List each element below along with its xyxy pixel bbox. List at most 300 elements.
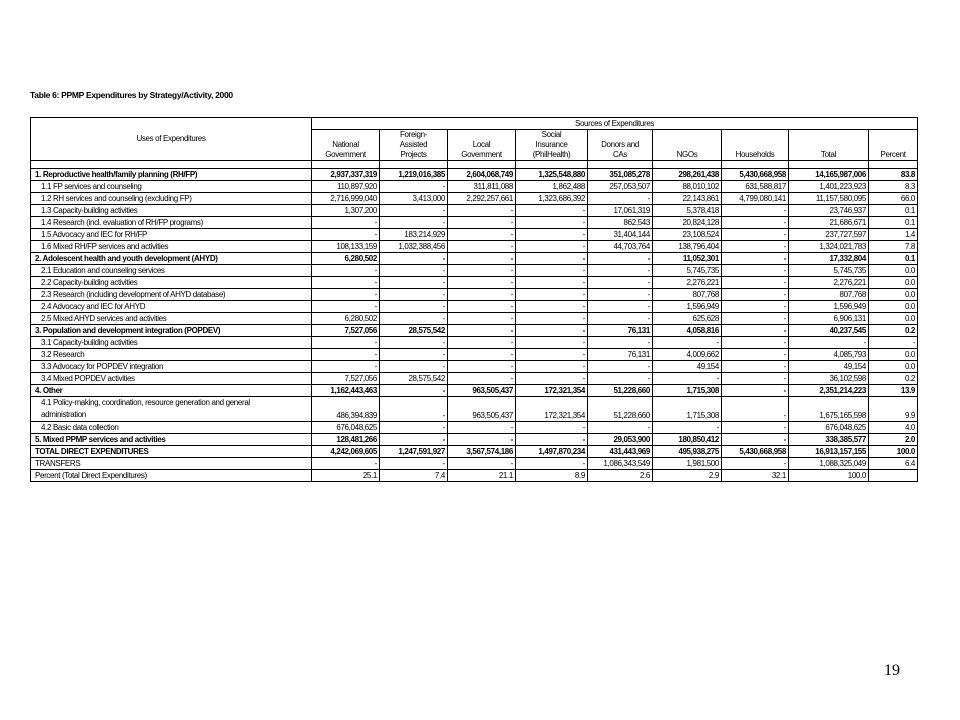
column-header-line: NGOs xyxy=(676,150,698,159)
table-cell: - xyxy=(588,301,653,313)
row-label: 2.5 Mixed AHYD services and activities xyxy=(31,313,312,325)
table-row xyxy=(31,265,918,277)
table-cell: - xyxy=(722,434,789,446)
table-cell: - xyxy=(312,229,380,241)
table-cell: - xyxy=(516,325,588,337)
table-cell: 4,058,816 xyxy=(653,325,722,337)
table-cell: 138,796,404 xyxy=(653,241,722,253)
row-label: 4. Other xyxy=(31,385,312,397)
table-row xyxy=(31,301,918,313)
table-cell: - xyxy=(722,422,789,434)
table-cell: - xyxy=(380,349,448,361)
table-cell: - xyxy=(516,241,588,253)
table-cell: 0.1 xyxy=(869,205,918,217)
table-cell: 76,131 xyxy=(588,325,653,337)
row-label: 2.4 Advocacy and IEC for AHYD xyxy=(31,301,312,313)
table-cell: - xyxy=(448,349,516,361)
table-row xyxy=(31,241,918,253)
table-cell: 1,401,223,923 xyxy=(789,181,869,193)
table-cell: - xyxy=(789,337,869,349)
column-header-line: Percent xyxy=(880,150,906,159)
table-cell: - xyxy=(448,422,516,434)
table-cell: 298,261,438 xyxy=(653,169,722,181)
table-cell: 2,276,221 xyxy=(789,277,869,289)
column-header xyxy=(448,130,516,161)
table-cell: - xyxy=(722,313,789,325)
table-row xyxy=(31,253,918,265)
table-cell: - xyxy=(380,337,448,349)
table-cell: 100.0 xyxy=(789,470,869,482)
table-cell: - xyxy=(380,205,448,217)
table-cell: 0.0 xyxy=(869,277,918,289)
table-cell: 1,862,488 xyxy=(516,181,588,193)
column-header-line: Total xyxy=(820,150,837,159)
column-header-line: Projects xyxy=(400,150,427,159)
table-cell: 631,588,817 xyxy=(722,181,789,193)
table-row xyxy=(31,229,918,241)
table-cell: - xyxy=(448,373,516,385)
table-cell: - xyxy=(722,241,789,253)
table-row xyxy=(31,385,918,397)
table-cell: 1,219,016,385 xyxy=(380,169,448,181)
table-cell: 3,567,574,186 xyxy=(448,446,516,458)
table-cell: - xyxy=(380,217,448,229)
table-cell: 4,009,662 xyxy=(653,349,722,361)
table-cell: - xyxy=(448,458,516,470)
table-cell: 76,131 xyxy=(588,349,653,361)
column-header-line: Government xyxy=(325,150,366,159)
table-cell: - xyxy=(312,277,380,289)
table-cell: - xyxy=(722,361,789,373)
row-label: 4.1 Policy-making, coordination, resource generation and general administration xyxy=(31,397,312,422)
table-cell: 6.4 xyxy=(869,458,918,470)
table-cell: 5,745,735 xyxy=(653,265,722,277)
table-cell: - xyxy=(516,277,588,289)
table-cell: - xyxy=(312,337,380,349)
table-cell: 4,799,080,141 xyxy=(722,193,789,205)
row-label: 1.5 Advocacy and IEC for RH/FP xyxy=(31,229,312,241)
table-cell: - xyxy=(380,277,448,289)
page-number: 19 xyxy=(884,662,900,679)
column-header xyxy=(516,130,588,161)
table-cell: - xyxy=(312,289,380,301)
table-cell: 0.0 xyxy=(869,289,918,301)
table-cell: 21,686,671 xyxy=(789,217,869,229)
table-cell: 180,850,412 xyxy=(653,434,722,446)
table-cell: - xyxy=(722,217,789,229)
table-cell: - xyxy=(516,349,588,361)
uses-header: Uses of Expenditures xyxy=(31,118,312,161)
table-cell: 2.9 xyxy=(653,470,722,482)
table-title: Table 6: PPMP Expenditures by Strategy/Activity, 2000 xyxy=(30,90,233,100)
table-cell: 2,937,337,319 xyxy=(312,169,380,181)
table-cell: 338,385,577 xyxy=(789,434,869,446)
row-label: 1.6 Mixed RH/FP services and activities xyxy=(31,241,312,253)
row-label: Percent (Total Direct Expenditures) xyxy=(31,470,312,482)
table-row xyxy=(31,313,918,325)
table-cell: 17,332,804 xyxy=(789,253,869,265)
table-cell: 49,154 xyxy=(789,361,869,373)
table-cell: 963,505,437 xyxy=(448,385,516,397)
table-cell: - xyxy=(516,458,588,470)
column-header-line: Social xyxy=(541,130,562,139)
table-cell: 3,413,000 xyxy=(380,193,448,205)
table-cell xyxy=(869,470,918,482)
column-header xyxy=(869,130,918,161)
table-cell: - xyxy=(722,265,789,277)
table-cell: 1.4 xyxy=(869,229,918,241)
table-cell: - xyxy=(588,277,653,289)
row-label: TOTAL DIRECT EXPENDITURES xyxy=(31,446,312,458)
table-cell: 0.2 xyxy=(869,373,918,385)
table-cell: 1,675,165,598 xyxy=(789,397,869,422)
table-cell: - xyxy=(312,349,380,361)
table-cell: - xyxy=(448,217,516,229)
table-cell: 2,351,214,223 xyxy=(789,385,869,397)
table-row xyxy=(31,289,918,301)
table-cell: - xyxy=(448,289,516,301)
table-cell: 8.9 xyxy=(516,470,588,482)
table-cell: - xyxy=(722,337,789,349)
table-cell: 676,048,625 xyxy=(789,422,869,434)
row-label: 3.2 Research xyxy=(31,349,312,361)
table-cell: - xyxy=(448,229,516,241)
table-cell: - xyxy=(869,337,918,349)
table-row xyxy=(31,373,918,385)
table-row xyxy=(31,205,918,217)
table-cell: 100.0 xyxy=(869,446,918,458)
table-cell: 351,085,278 xyxy=(588,169,653,181)
table-cell: - xyxy=(516,361,588,373)
table-cell: - xyxy=(380,253,448,265)
column-header-line: Donors and xyxy=(601,140,639,149)
table-cell: 0.1 xyxy=(869,253,918,265)
table-cell: 110,897,920 xyxy=(312,181,380,193)
table-cell: - xyxy=(448,241,516,253)
table-cell: 6,906,131 xyxy=(789,313,869,325)
table-cell: - xyxy=(516,289,588,301)
table-cell: - xyxy=(312,361,380,373)
table-cell: - xyxy=(588,373,653,385)
row-label: 2. Adolescent health and youth development (AHYD) xyxy=(31,253,312,265)
column-header-line: Local xyxy=(472,140,491,149)
table-cell: 1,086,343,549 xyxy=(588,458,653,470)
table-cell: - xyxy=(722,385,789,397)
table-cell: 8.3 xyxy=(869,181,918,193)
table-row xyxy=(31,169,918,181)
column-header xyxy=(312,130,380,161)
table-cell: 2,716,999,040 xyxy=(312,193,380,205)
table-cell: - xyxy=(722,253,789,265)
table-cell: - xyxy=(722,458,789,470)
table-cell: 257,053,507 xyxy=(588,181,653,193)
table-cell: - xyxy=(516,205,588,217)
table-cell: 1,596,949 xyxy=(653,301,722,313)
table-cell: 49,154 xyxy=(653,361,722,373)
table-cell: - xyxy=(722,373,789,385)
table-cell: - xyxy=(722,289,789,301)
table-cell: - xyxy=(516,313,588,325)
table-cell: 25.1 xyxy=(312,470,380,482)
table-cell: 40,237,545 xyxy=(789,325,869,337)
table-cell: - xyxy=(516,373,588,385)
table-cell: 23,108,524 xyxy=(653,229,722,241)
table-cell: 5,430,668,958 xyxy=(722,169,789,181)
row-label: 3.3 Advocacy for POPDEV integration xyxy=(31,361,312,373)
table-cell: 172,321,354 xyxy=(516,397,588,422)
column-header xyxy=(588,130,653,161)
row-label: 1. Reproductive health/family planning (RH/FP) xyxy=(31,169,312,181)
table-cell: - xyxy=(588,337,653,349)
table-cell: 4,242,069,605 xyxy=(312,446,380,458)
table-cell: 0.0 xyxy=(869,361,918,373)
table-cell: 172,321,354 xyxy=(516,385,588,397)
row-label: 2.1 Education and counseling services xyxy=(31,265,312,277)
table-cell: - xyxy=(516,337,588,349)
table-row xyxy=(31,361,918,373)
table-cell: - xyxy=(722,205,789,217)
table-cell: 88,010,102 xyxy=(653,181,722,193)
table-row xyxy=(31,277,918,289)
table-cell: 2,604,068,749 xyxy=(448,169,516,181)
row-label: 2.2 Capacity-building activities xyxy=(31,277,312,289)
table-cell: - xyxy=(448,205,516,217)
table-cell: 6,280,502 xyxy=(312,253,380,265)
table-cell: - xyxy=(312,265,380,277)
row-label: 1.4 Research (incl. evaluation of RH/FP programs) xyxy=(31,217,312,229)
table-cell: 1,715,308 xyxy=(653,385,722,397)
table-cell: 17,061,319 xyxy=(588,205,653,217)
table-cell: - xyxy=(588,289,653,301)
table-cell: - xyxy=(380,313,448,325)
table-cell: 23,746,937 xyxy=(789,205,869,217)
table-cell: 2.0 xyxy=(869,434,918,446)
column-header-line: Foreign- xyxy=(400,130,427,139)
table-cell: - xyxy=(588,422,653,434)
table-cell: 28,575,542 xyxy=(380,373,448,385)
table-cell: - xyxy=(448,434,516,446)
table-row xyxy=(31,458,918,470)
table-cell: - xyxy=(448,301,516,313)
table-cell: 29,053,900 xyxy=(588,434,653,446)
table-cell: 16,913,157,155 xyxy=(789,446,869,458)
table-cell: - xyxy=(588,361,653,373)
table-cell: 1,324,021,783 xyxy=(789,241,869,253)
table-row xyxy=(31,470,918,482)
table-cell: 36,102,598 xyxy=(789,373,869,385)
table-cell: - xyxy=(722,349,789,361)
table-cell: 28,575,542 xyxy=(380,325,448,337)
table-cell: 1,715,308 xyxy=(653,397,722,422)
table-cell: 0.0 xyxy=(869,349,918,361)
table-cell: - xyxy=(448,277,516,289)
table-cell: 0.0 xyxy=(869,301,918,313)
table-row xyxy=(31,217,918,229)
row-label: 3. Population and development integration (POPDEV) xyxy=(31,325,312,337)
table-cell: - xyxy=(588,193,653,205)
table-cell: - xyxy=(380,361,448,373)
table-cell: 1,162,443,463 xyxy=(312,385,380,397)
table-cell: - xyxy=(516,265,588,277)
table-row xyxy=(31,349,918,361)
row-label: TRANSFERS xyxy=(31,458,312,470)
column-header xyxy=(653,130,722,161)
table-cell: 1,088,325,049 xyxy=(789,458,869,470)
row-label: 3.1 Capacity-building activities xyxy=(31,337,312,349)
table-cell: - xyxy=(448,361,516,373)
table-cell: 1,596,949 xyxy=(789,301,869,313)
table-cell: - xyxy=(722,325,789,337)
table-cell: 625,628 xyxy=(653,313,722,325)
table-cell: 11,052,301 xyxy=(653,253,722,265)
table-cell: 2,276,221 xyxy=(653,277,722,289)
table-cell: 0.0 xyxy=(869,313,918,325)
table-cell: 83.8 xyxy=(869,169,918,181)
table-cell: 1,323,686,392 xyxy=(516,193,588,205)
table-cell: - xyxy=(516,229,588,241)
table-cell: 237,727,597 xyxy=(789,229,869,241)
table-cell: 32.1 xyxy=(722,470,789,482)
table-cell: 183,214,929 xyxy=(380,229,448,241)
table-cell: 7,527,056 xyxy=(312,325,380,337)
table-cell: 4.0 xyxy=(869,422,918,434)
table-row xyxy=(31,193,918,205)
table-row xyxy=(31,434,918,446)
table-cell: - xyxy=(588,265,653,277)
column-header-line: National xyxy=(332,140,359,149)
table-cell: - xyxy=(448,265,516,277)
table-cell: 66.0 xyxy=(869,193,918,205)
expenditures-table-container xyxy=(30,117,917,482)
column-header xyxy=(380,130,448,161)
row-label: 1.3 Capacity-building activities xyxy=(31,205,312,217)
table-cell: 20,824,128 xyxy=(653,217,722,229)
table-cell: - xyxy=(516,434,588,446)
table-body xyxy=(31,169,918,482)
table-cell: 14,165,987,006 xyxy=(789,169,869,181)
table-cell: 22,143,861 xyxy=(653,193,722,205)
table-cell: 44,703,764 xyxy=(588,241,653,253)
table-cell: - xyxy=(380,301,448,313)
table-cell: 5,745,735 xyxy=(789,265,869,277)
table-cell: - xyxy=(380,422,448,434)
table-cell: 7.8 xyxy=(869,241,918,253)
spacer-row xyxy=(31,161,918,169)
header-row-sources xyxy=(31,118,918,130)
table-cell: - xyxy=(380,458,448,470)
table-cell: - xyxy=(653,337,722,349)
column-header xyxy=(722,130,789,161)
table-cell: 5,430,668,958 xyxy=(722,446,789,458)
table-cell: 431,443,969 xyxy=(588,446,653,458)
table-cell: - xyxy=(380,434,448,446)
table-cell: - xyxy=(722,301,789,313)
table-row xyxy=(31,446,918,458)
table-cell: - xyxy=(312,217,380,229)
table-cell: 676,048,625 xyxy=(312,422,380,434)
table-cell: - xyxy=(380,385,448,397)
table-cell: 1,981,500 xyxy=(653,458,722,470)
row-label: 2.3 Research (including development of AHYD database) xyxy=(31,289,312,301)
column-header-line: (PhilHealth) xyxy=(532,150,571,159)
table-cell: 21.1 xyxy=(448,470,516,482)
table-cell: 11,157,580,095 xyxy=(789,193,869,205)
table-cell: - xyxy=(516,301,588,313)
table-cell: 5,378,418 xyxy=(653,205,722,217)
table-cell: - xyxy=(448,253,516,265)
table-cell: - xyxy=(653,373,722,385)
table-row xyxy=(31,422,918,434)
table-cell: - xyxy=(722,397,789,422)
column-header xyxy=(789,130,869,161)
table-cell: 486,394,839 xyxy=(312,397,380,422)
table-cell: 4,085,793 xyxy=(789,349,869,361)
table-cell: 807,768 xyxy=(653,289,722,301)
table-cell: - xyxy=(312,301,380,313)
table-cell: - xyxy=(448,325,516,337)
table-cell: 7,527,056 xyxy=(312,373,380,385)
table-row xyxy=(31,325,918,337)
row-label: 1.2 RH services and counseling (excluding FP) xyxy=(31,193,312,205)
table-cell: 2.6 xyxy=(588,470,653,482)
row-label: 1.1 FP services and counseling xyxy=(31,181,312,193)
table-cell: - xyxy=(653,422,722,434)
table-row xyxy=(31,397,918,422)
table-cell: 1,497,870,234 xyxy=(516,446,588,458)
row-label: 3.4 Mixed POPDEV activities xyxy=(31,373,312,385)
table-cell: - xyxy=(380,289,448,301)
table-cell: 13.9 xyxy=(869,385,918,397)
table-cell: 862,543 xyxy=(588,217,653,229)
table-cell: 1,247,591,927 xyxy=(380,446,448,458)
table-cell: - xyxy=(312,458,380,470)
table-cell: 1,032,388,456 xyxy=(380,241,448,253)
table-cell: 0.2 xyxy=(869,325,918,337)
column-header-line: Households xyxy=(735,150,775,159)
row-label: 4.2 Basic data collection xyxy=(31,422,312,434)
table-cell: 0.0 xyxy=(869,265,918,277)
table-cell: 51,228,660 xyxy=(588,397,653,422)
table-cell: - xyxy=(380,397,448,422)
table-cell: 7.4 xyxy=(380,470,448,482)
table-cell: 128,481,266 xyxy=(312,434,380,446)
row-label: 5. Mixed PPMP services and activities xyxy=(31,434,312,446)
column-header-line: Insurance xyxy=(535,140,568,149)
table-cell: 6,280,502 xyxy=(312,313,380,325)
column-header-line: Assisted xyxy=(399,140,428,149)
table-cell: 495,938,275 xyxy=(653,446,722,458)
table-cell: - xyxy=(722,229,789,241)
table-cell: 1,325,548,880 xyxy=(516,169,588,181)
table-cell: - xyxy=(588,253,653,265)
expenditures-table xyxy=(30,117,918,482)
table-cell: 311,811,088 xyxy=(448,181,516,193)
table-cell: - xyxy=(380,265,448,277)
table-row xyxy=(31,337,918,349)
table-cell: - xyxy=(448,337,516,349)
table-cell: 807,768 xyxy=(789,289,869,301)
table-cell: 963,505,437 xyxy=(448,397,516,422)
table-cell: 31,404,144 xyxy=(588,229,653,241)
table-cell: 51,228,660 xyxy=(588,385,653,397)
table-row xyxy=(31,181,918,193)
table-cell: - xyxy=(516,217,588,229)
table-cell: 9.9 xyxy=(869,397,918,422)
column-header-line: CAs xyxy=(612,150,628,159)
table-cell: - xyxy=(516,253,588,265)
sources-header: Sources of Expenditures xyxy=(312,118,918,130)
table-cell: - xyxy=(516,422,588,434)
